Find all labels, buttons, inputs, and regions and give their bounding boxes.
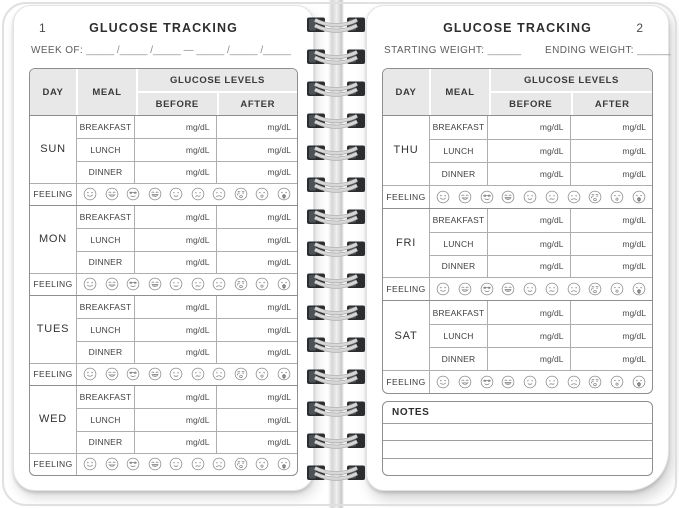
- meal-label: LUNCH: [76, 318, 134, 340]
- week-of-label: WEEK OF:: [31, 44, 84, 56]
- weight-line: [384, 40, 671, 60]
- before-value-cell: mg/dL: [134, 116, 216, 138]
- after-value-cell: mg/dL: [216, 251, 298, 273]
- before-value-cell: mg/dL: [134, 408, 216, 430]
- after-value-cell: mg/dL: [570, 232, 653, 255]
- surprised-face-icon: [610, 282, 624, 296]
- cool-sunglasses-face-icon: [480, 282, 494, 296]
- before-value-cell: mg/dL: [134, 161, 216, 183]
- before-value-cell: mg/dL: [134, 386, 216, 408]
- meal-column-header: MEAL: [431, 69, 489, 115]
- after-value-cell: mg/dL: [216, 408, 298, 430]
- laughing-face-icon: [148, 187, 162, 201]
- confused-face-icon: [191, 187, 205, 201]
- before-value-cell: mg/dL: [134, 228, 216, 250]
- before-value-cell: mg/dL: [134, 341, 216, 363]
- crying-face-icon: [588, 190, 602, 204]
- confused-face-icon: [191, 277, 205, 291]
- page-right: [366, 5, 669, 491]
- page-number: 1: [39, 21, 46, 35]
- glucose-table-left: [29, 68, 298, 476]
- before-value-cell: mg/dL: [487, 232, 570, 255]
- glucose-levels-header: GLUCOSE LEVELS: [491, 69, 652, 91]
- before-value-cell: mg/dL: [134, 138, 216, 160]
- meal-label: DINNER: [76, 341, 134, 363]
- slightly-smiling-face-icon: [169, 457, 183, 471]
- surprised-face-icon: [255, 277, 269, 291]
- meal-label: LUNCH: [76, 408, 134, 430]
- crying-face-icon: [234, 187, 248, 201]
- ending-weight-blank: ______: [637, 44, 671, 56]
- before-value-cell: mg/dL: [487, 162, 570, 185]
- cool-sunglasses-face-icon: [480, 190, 494, 204]
- notes-label: NOTES: [392, 407, 430, 418]
- meal-label: BREAKFAST: [76, 116, 134, 138]
- feeling-label: FEELING: [383, 185, 429, 208]
- day-block: [30, 295, 297, 385]
- slightly-smiling-face-icon: [169, 187, 183, 201]
- cool-sunglasses-face-icon: [126, 277, 140, 291]
- confused-face-icon: [191, 367, 205, 381]
- after-value-cell: mg/dL: [216, 206, 298, 228]
- ending-weight-label: ENDING WEIGHT:: [545, 44, 634, 56]
- meal-label: BREAKFAST: [76, 296, 134, 318]
- meal-label: DINNER: [429, 347, 487, 370]
- after-value-cell: mg/dL: [216, 431, 298, 453]
- surprised-face-icon: [610, 375, 624, 389]
- cool-sunglasses-face-icon: [126, 367, 140, 381]
- crying-face-icon: [234, 367, 248, 381]
- day-column-header: DAY: [383, 69, 429, 115]
- feeling-icons-row: [429, 277, 652, 300]
- after-value-cell: mg/dL: [216, 116, 298, 138]
- after-value-cell: mg/dL: [216, 318, 298, 340]
- meal-label: LUNCH: [429, 324, 487, 347]
- meal-label: BREAKFAST: [429, 116, 487, 139]
- feeling-label: FEELING: [30, 273, 76, 295]
- table-header: [383, 69, 652, 115]
- surprised-face-icon: [255, 457, 269, 471]
- smiling-face-icon: [83, 187, 97, 201]
- after-value-cell: mg/dL: [570, 116, 653, 139]
- after-value-cell: mg/dL: [570, 347, 653, 370]
- page-number: 2: [636, 21, 643, 35]
- feeling-icons-row: [76, 363, 297, 385]
- sick-thermometer-face-icon: [632, 190, 646, 204]
- cool-sunglasses-face-icon: [126, 187, 140, 201]
- smiling-face-icon: [436, 375, 450, 389]
- note-line: [383, 458, 652, 475]
- note-line: [383, 440, 652, 457]
- sad-face-icon: [212, 277, 226, 291]
- laughing-face-icon: [501, 190, 515, 204]
- crying-face-icon: [588, 375, 602, 389]
- sick-thermometer-face-icon: [277, 277, 291, 291]
- day-block: [383, 115, 652, 208]
- grinning-face-icon: [105, 367, 119, 381]
- meal-label: LUNCH: [76, 138, 134, 160]
- after-value-cell: mg/dL: [570, 301, 653, 324]
- feeling-label: FEELING: [30, 453, 76, 475]
- before-value-cell: mg/dL: [134, 431, 216, 453]
- after-value-cell: mg/dL: [570, 255, 653, 278]
- sad-face-icon: [567, 282, 581, 296]
- sad-face-icon: [212, 457, 226, 471]
- feeling-label: FEELING: [30, 183, 76, 205]
- cool-sunglasses-face-icon: [480, 375, 494, 389]
- before-value-cell: mg/dL: [487, 347, 570, 370]
- before-value-cell: mg/dL: [487, 139, 570, 162]
- before-value-cell: mg/dL: [487, 116, 570, 139]
- after-column-header: AFTER: [219, 93, 298, 115]
- page-title: GLUCOSE TRACKING: [443, 21, 592, 35]
- smiling-face-icon: [436, 190, 450, 204]
- day-block: [30, 385, 297, 475]
- meal-label: BREAKFAST: [429, 209, 487, 232]
- smiling-face-icon: [436, 282, 450, 296]
- before-value-cell: mg/dL: [487, 301, 570, 324]
- laughing-face-icon: [501, 375, 515, 389]
- laughing-face-icon: [148, 367, 162, 381]
- day-label: FRI: [395, 237, 417, 250]
- after-value-cell: mg/dL: [216, 296, 298, 318]
- starting-weight-label: STARTING WEIGHT:: [384, 44, 485, 56]
- day-label: SUN: [40, 143, 66, 156]
- sad-face-icon: [212, 187, 226, 201]
- after-value-cell: mg/dL: [570, 324, 653, 347]
- sad-face-icon: [212, 367, 226, 381]
- page-right-header: [382, 18, 653, 38]
- before-value-cell: mg/dL: [134, 206, 216, 228]
- before-value-cell: mg/dL: [134, 318, 216, 340]
- note-line: [383, 423, 652, 440]
- before-value-cell: mg/dL: [487, 324, 570, 347]
- day-label: TUES: [36, 323, 70, 336]
- sad-face-icon: [567, 190, 581, 204]
- sick-thermometer-face-icon: [632, 282, 646, 296]
- day-block: [383, 208, 652, 301]
- grinning-face-icon: [105, 457, 119, 471]
- cool-sunglasses-face-icon: [126, 457, 140, 471]
- grinning-face-icon: [458, 282, 472, 296]
- before-value-cell: mg/dL: [487, 209, 570, 232]
- laughing-face-icon: [148, 277, 162, 291]
- after-value-cell: mg/dL: [570, 162, 653, 185]
- surprised-face-icon: [255, 187, 269, 201]
- notes-section: [382, 401, 653, 476]
- feeling-icons-row: [76, 273, 297, 295]
- sick-thermometer-face-icon: [632, 375, 646, 389]
- feeling-label: FEELING: [383, 277, 429, 300]
- week-of-blanks: _____ /_____ /_____ — _____ /_____ /_____: [86, 44, 291, 56]
- meal-label: LUNCH: [429, 139, 487, 162]
- week-of-line: [31, 40, 296, 60]
- slightly-smiling-face-icon: [523, 375, 537, 389]
- sick-thermometer-face-icon: [277, 457, 291, 471]
- starting-weight-blank: ______: [487, 44, 522, 56]
- confused-face-icon: [191, 457, 205, 471]
- crying-face-icon: [234, 457, 248, 471]
- meal-label: BREAKFAST: [429, 301, 487, 324]
- day-column-header: DAY: [30, 69, 76, 115]
- feeling-icons-row: [76, 183, 297, 205]
- after-value-cell: mg/dL: [216, 341, 298, 363]
- grinning-face-icon: [105, 187, 119, 201]
- before-column-header: BEFORE: [491, 93, 571, 115]
- slightly-smiling-face-icon: [523, 190, 537, 204]
- sad-face-icon: [567, 375, 581, 389]
- day-label: WED: [38, 413, 68, 426]
- spiral-spine: [328, 0, 344, 508]
- slightly-smiling-face-icon: [169, 367, 183, 381]
- after-value-cell: mg/dL: [216, 386, 298, 408]
- sick-thermometer-face-icon: [277, 367, 291, 381]
- glucose-levels-header: GLUCOSE LEVELS: [138, 69, 297, 91]
- laughing-face-icon: [501, 282, 515, 296]
- confused-face-icon: [545, 282, 559, 296]
- surprised-face-icon: [255, 367, 269, 381]
- before-column-header: BEFORE: [138, 93, 217, 115]
- day-block: [383, 300, 652, 393]
- before-value-cell: mg/dL: [134, 251, 216, 273]
- meal-label: DINNER: [76, 251, 134, 273]
- feeling-icons-row: [76, 453, 297, 475]
- meal-label: DINNER: [76, 161, 134, 183]
- crying-face-icon: [588, 282, 602, 296]
- crying-face-icon: [234, 277, 248, 291]
- meal-label: LUNCH: [76, 228, 134, 250]
- surprised-face-icon: [610, 190, 624, 204]
- table-header: [30, 69, 297, 115]
- meal-column-header: MEAL: [78, 69, 136, 115]
- day-label: SAT: [394, 329, 418, 342]
- feeling-label: FEELING: [383, 370, 429, 393]
- after-value-cell: mg/dL: [216, 161, 298, 183]
- meal-label: DINNER: [76, 431, 134, 453]
- slightly-smiling-face-icon: [523, 282, 537, 296]
- day-label: MON: [38, 233, 68, 246]
- smiling-face-icon: [83, 277, 97, 291]
- glucose-table-right: [382, 68, 653, 394]
- page-title: GLUCOSE TRACKING: [89, 21, 238, 35]
- smiling-face-icon: [83, 367, 97, 381]
- confused-face-icon: [545, 190, 559, 204]
- after-value-cell: mg/dL: [570, 209, 653, 232]
- after-value-cell: mg/dL: [216, 228, 298, 250]
- smiling-face-icon: [83, 457, 97, 471]
- meal-label: BREAKFAST: [76, 206, 134, 228]
- laughing-face-icon: [148, 457, 162, 471]
- meal-label: DINNER: [429, 255, 487, 278]
- day-label: THU: [393, 144, 419, 157]
- page-left: [13, 5, 314, 491]
- slightly-smiling-face-icon: [169, 277, 183, 291]
- meal-label: LUNCH: [429, 232, 487, 255]
- after-value-cell: mg/dL: [216, 138, 298, 160]
- before-value-cell: mg/dL: [487, 255, 570, 278]
- after-value-cell: mg/dL: [570, 139, 653, 162]
- notes-ruled-lines: [383, 423, 652, 475]
- grinning-face-icon: [458, 375, 472, 389]
- before-value-cell: mg/dL: [134, 296, 216, 318]
- day-block: [30, 115, 297, 205]
- sick-thermometer-face-icon: [277, 187, 291, 201]
- feeling-icons-row: [429, 370, 652, 393]
- day-block: [30, 205, 297, 295]
- grinning-face-icon: [105, 277, 119, 291]
- page-left-header: [29, 18, 298, 38]
- meal-label: DINNER: [429, 162, 487, 185]
- meal-label: BREAKFAST: [76, 386, 134, 408]
- grinning-face-icon: [458, 190, 472, 204]
- feeling-icons-row: [429, 185, 652, 208]
- after-column-header: AFTER: [573, 93, 653, 115]
- confused-face-icon: [545, 375, 559, 389]
- feeling-label: FEELING: [30, 363, 76, 385]
